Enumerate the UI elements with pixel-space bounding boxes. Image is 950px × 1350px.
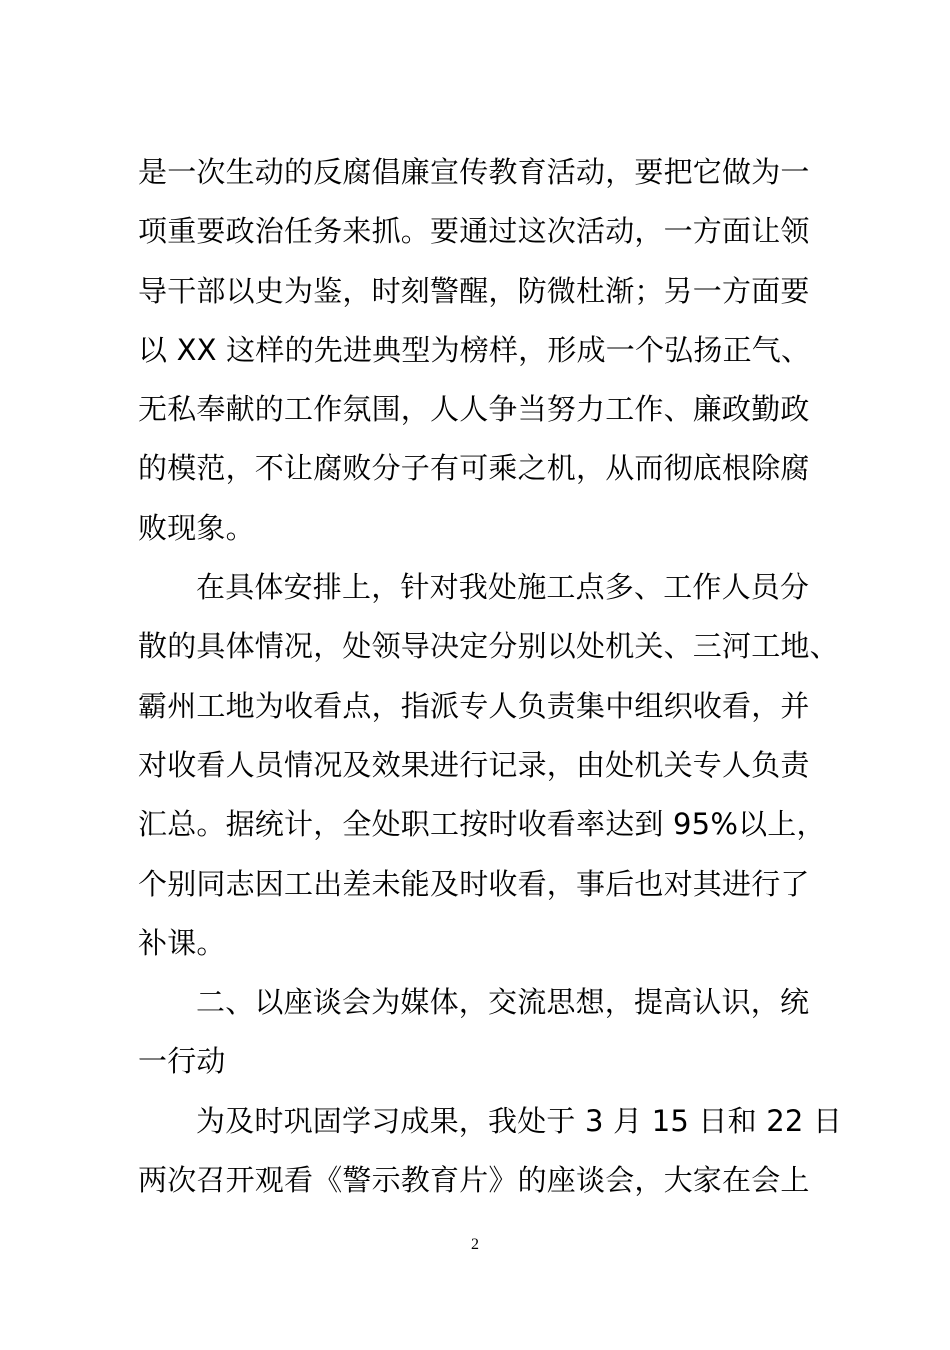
text-line: 散的具体情况，处领导决定分别以处机关、三河工地、 xyxy=(138,629,839,664)
text-line: 项重要政治任务来抓。要通过这次活动，一方面让领 xyxy=(138,214,810,249)
text-line: 的模范，不让腐败分子有可乘之机，从而彻底根除腐 xyxy=(138,451,810,486)
text-line: 两次召开观看《警示教育片》的座谈会，大家在会上 xyxy=(138,1163,810,1198)
paragraph-start-line: 为及时巩固学习成果，我处于 3 月 15 日和 22 日 xyxy=(196,1103,843,1138)
text-line: 导干部以史为鉴，时刻警醒，防微杜渐；另一方面要 xyxy=(138,273,810,308)
section-heading-line: 一行动 xyxy=(138,1044,226,1079)
paragraph-start-line: 在具体安排上，针对我处施工点多、工作人员分 xyxy=(196,570,810,605)
text-line: 是一次生动的反腐倡廉宣传教育活动，要把它做为一 xyxy=(138,155,810,189)
body-text xyxy=(138,143,843,1210)
text-line: 无私奉献的工作氛围，人人争当努力工作、廉政勤政 xyxy=(138,392,810,427)
text-line: 汇总。据统计，全处职工按时收看率达到 95%以上， xyxy=(138,807,826,842)
text-line: 个别同志因工出差未能及时收看，事后也对其进行了 xyxy=(138,866,810,901)
text-line: 以 XX 这样的先进典型为榜样，形成一个弘扬正气、 xyxy=(138,332,811,367)
text-line: 对收看人员情况及效果进行记录，由处机关专人负责 xyxy=(138,747,810,782)
section-heading-line: 二、以座谈会为媒体，交流思想，提高认识，统 xyxy=(196,985,810,1020)
text-line: 霸州工地为收看点，指派专人负责集中组织收看，并 xyxy=(138,688,810,723)
text-line: 败现象。 xyxy=(138,510,255,545)
text-line: 补课。 xyxy=(138,925,226,960)
page-number: 2 xyxy=(471,1236,479,1253)
